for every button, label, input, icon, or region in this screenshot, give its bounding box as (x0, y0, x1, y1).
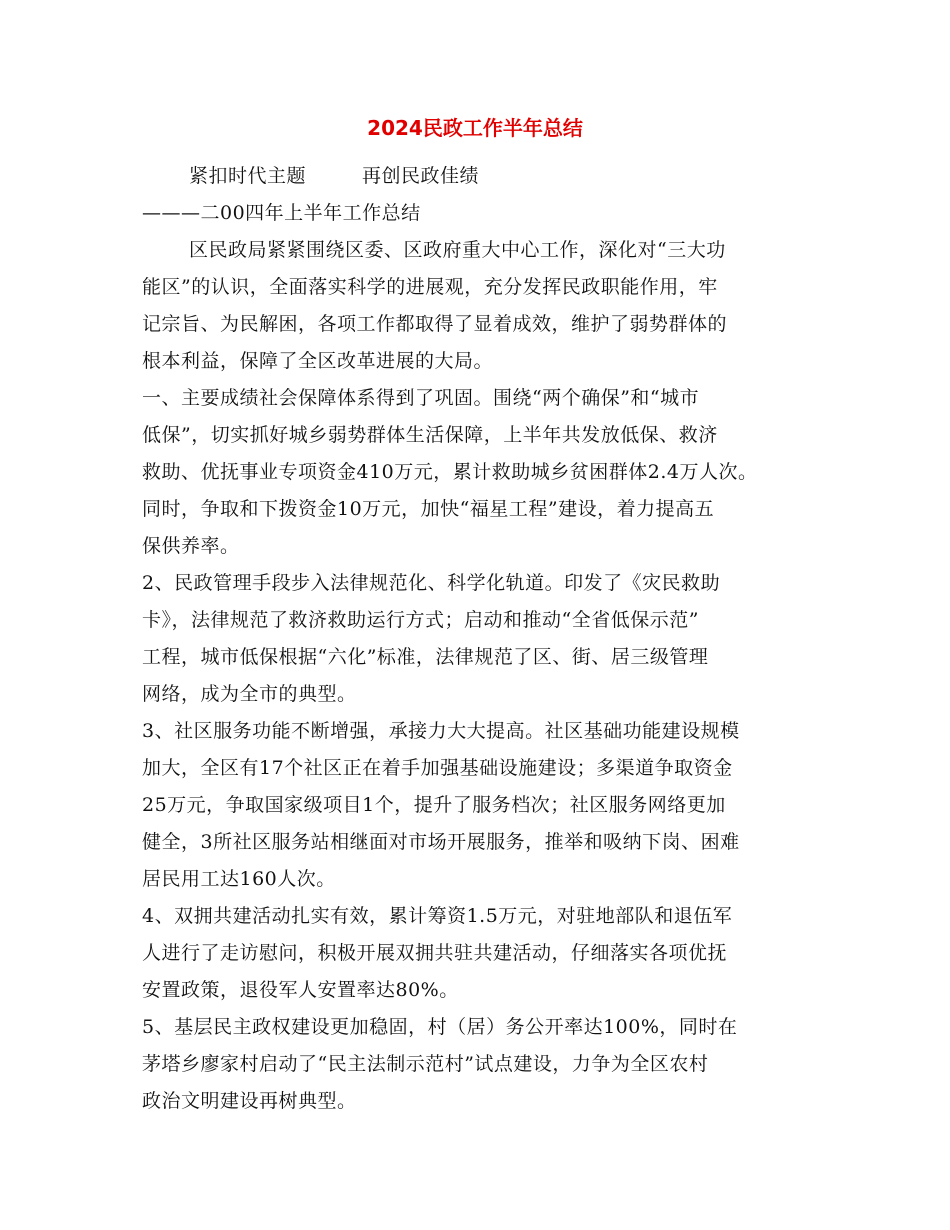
paragraph-line: 根本利益，保障了全区改革进展的大局。 (142, 350, 494, 372)
paragraph-line: 工程，城市低保根据“六化”标准，法律规范了区、街、居三级管理 (142, 646, 709, 668)
paragraph-line: 网络，成为全市的典型。 (142, 683, 357, 705)
paragraph-line: 茅塔乡廖家村启动了“民主法制示范村”试点建设，力争为全区农村 (142, 1053, 709, 1075)
paragraph-line: 25万元，争取国家级项目1个，提升了服务档次；社区服务网络更加 (142, 794, 726, 816)
paragraph-line: 人进行了走访慰问，积极开展双拥共驻共建活动，仔细落实各项优抚 (142, 942, 728, 964)
document-title: 2024民政工作半年总结 (367, 116, 583, 140)
paragraph-line: 同时，争取和下拨资金10万元，加快“福星工程”建设，着力提高五 (142, 498, 715, 520)
paragraph-line: 3、社区服务功能不断增强，承接力大大提高。社区基础功能建设规模 (142, 720, 740, 742)
subtitle-part-1: 紧扣时代主题 (189, 165, 307, 187)
paragraph-line: 安置政策，退役军人安置率达80%。 (142, 979, 459, 1001)
paragraph-line: 一、主要成绩社会保障体系得到了巩固。围绕“两个确保”和“城市 (142, 387, 700, 409)
paragraph-line: 记宗旨、为民解困，各项工作都取得了显着成效，维护了弱势群体的 (142, 313, 728, 335)
subheading: ———二00四年上半年工作总结 (142, 202, 421, 224)
paragraph-line: 保供养率。 (142, 535, 240, 557)
document-body (142, 158, 822, 1120)
paragraph-line: 健全，3所社区服务站相继面对市场开展服务，推举和吸纳下岗、困难 (142, 831, 740, 853)
paragraph-line: 区民政局紧紧围绕区委、区政府重大中心工作，深化对“三大功 (189, 239, 726, 261)
paragraph-line: 救助、优抚事业专项资金410万元，累计救助城乡贫困群体2.4万人次。 (142, 461, 758, 483)
paragraph-line: 居民用工达160人次。 (142, 868, 336, 890)
paragraph-line: 低保”，切实抓好城乡弱势群体生活保障，上半年共发放低保、救济 (142, 424, 718, 446)
paragraph-line: 卡》，法律规范了救济救助运行方式；启动和推动“全省低保示范” (142, 609, 699, 631)
paragraph-line: 加大，全区有17个社区正在着手加强基础设施建设；多渠道争取资金 (142, 757, 733, 779)
paragraph-line: 4、双拥共建活动扎实有效，累计筹资1.5万元，对驻地部队和退伍军 (142, 905, 733, 927)
paragraph-line: 能区”的认识，全面落实科学的进展观，充分发挥民政职能作用，牢 (142, 276, 718, 298)
subtitle-part-2: 再创民政佳绩 (362, 165, 480, 187)
subtitle (142, 158, 822, 195)
paragraph-line: 政治文明建设再树典型。 (142, 1090, 357, 1112)
paragraph-line: 2、民政管理手段步入法律规范化、科学化轨道。印发了《灾民救助 (142, 572, 721, 594)
paragraph-line: 5、基层民主政权建设更加稳固，村（居）务公开率达100%，同时在 (142, 1016, 738, 1038)
